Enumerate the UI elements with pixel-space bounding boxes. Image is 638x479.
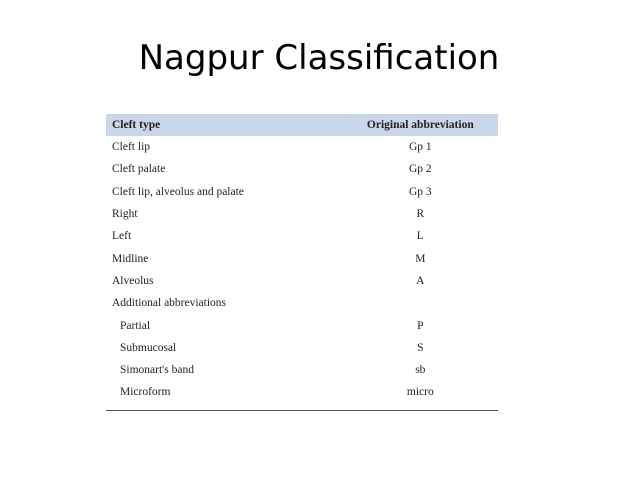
table-row [106,270,498,292]
cell-cleft-type: Right [112,208,138,221]
cell-abbreviation: S [417,341,424,354]
table-row [106,359,498,381]
cell-cleft-type: Midline [112,252,149,265]
cell-cleft-type: Cleft palate [112,163,166,176]
table-row [106,181,498,203]
table-row [106,337,498,359]
cell-abbreviation: R [416,208,425,221]
classification-table-container [106,114,498,411]
table-row [106,203,498,225]
header-cleft-type: Cleft type [106,114,279,136]
classification-table [106,114,498,404]
cell-abbreviation: Gp 2 [408,163,432,176]
table-row [106,158,498,180]
cell-abbreviation [279,292,498,314]
table-row [106,381,498,403]
cell-abbreviation: Gp 1 [408,141,432,154]
cell-cleft-type: Cleft lip [112,141,151,154]
cell-cleft-type: Cleft lip, alveolus and palate [112,185,244,198]
table-row [106,225,498,247]
header-original-abbreviation: Original abbreviation [279,114,498,136]
cell-cleft-type: Submucosal [120,341,177,354]
table-header-row [106,114,498,136]
cell-abbreviation: A [416,274,425,287]
cell-abbreviation: P [417,319,424,332]
table-body [106,136,498,404]
cell-cleft-type: Partial [120,319,151,332]
table-row [106,136,498,158]
cell-abbreviation: micro [406,386,434,399]
cell-cleft-type: Microform [120,386,171,399]
cell-cleft-type: Alveolus [112,274,154,287]
cell-abbreviation: L [416,230,424,243]
cell-abbreviation: sb [415,364,426,377]
table-row [106,292,498,314]
cell-cleft-type: Left [112,230,132,243]
cell-abbreviation: M [415,252,426,265]
cell-cleft-type: Additional abbreviations [112,297,227,310]
table-row [106,314,498,336]
slide-title: Nagpur Classification [138,38,500,78]
cell-abbreviation: Gp 3 [408,185,432,198]
cell-cleft-type: Simonart's band [120,364,194,377]
table-row [106,247,498,269]
